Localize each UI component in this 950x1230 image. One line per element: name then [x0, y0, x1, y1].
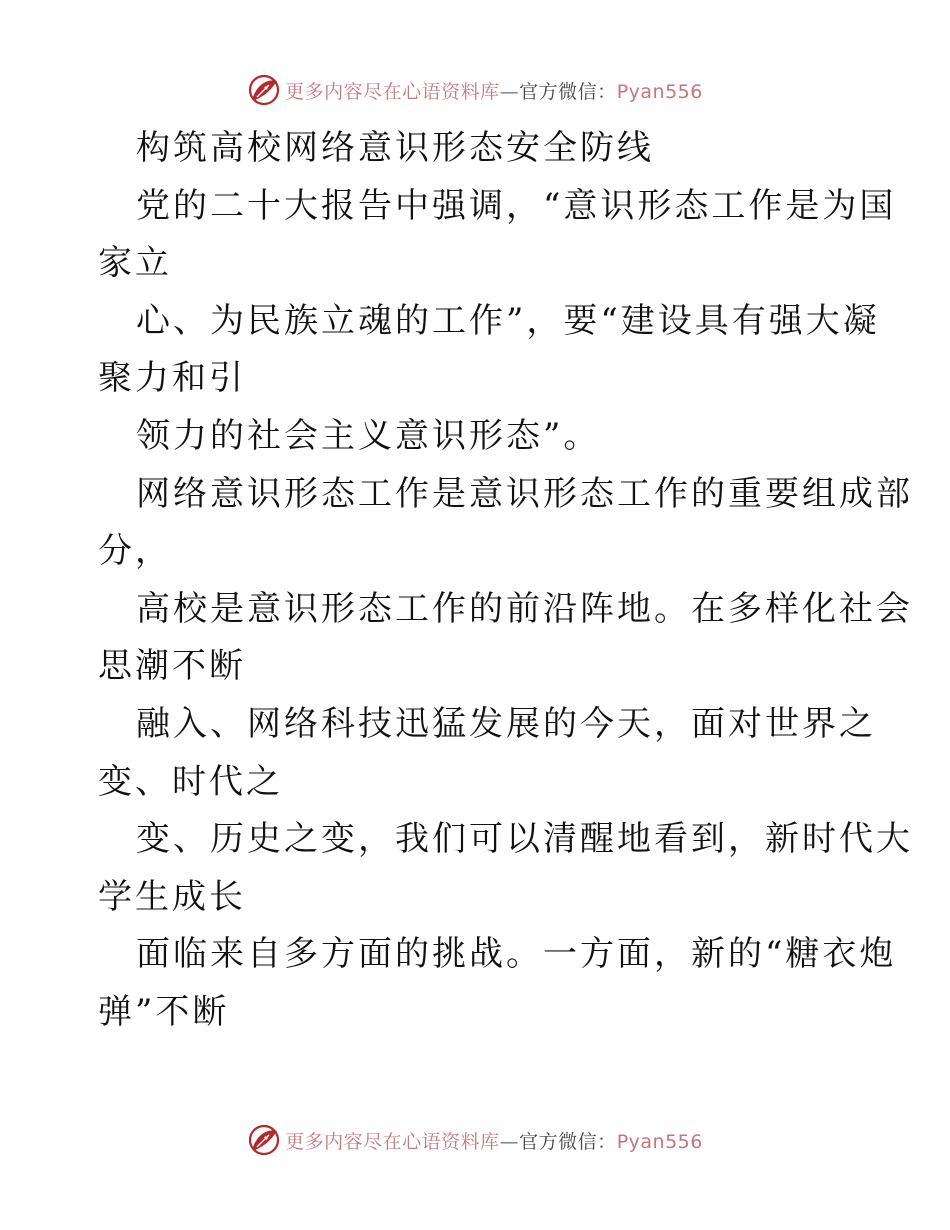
text-line: 高校是意识形态工作的前沿阵地。在多样化社会 — [136, 589, 913, 629]
banner-site-text: 更多内容尽在心语资料库 — [285, 1130, 500, 1153]
banner-wechat-id: Pyan556 — [616, 1130, 703, 1153]
pen-nib-logo-icon — [247, 1123, 281, 1157]
footer-banner — [0, 1120, 950, 1160]
banner-dash: — — [499, 1130, 520, 1153]
banner-site-text: 更多内容尽在心语资料库 — [285, 80, 500, 103]
text-line: 聚力和引 — [98, 358, 246, 398]
text-line: 心、为民族立魂的工作”，要“建设具有强大凝 — [136, 301, 880, 341]
banner-wechat-label: 官方微信： — [519, 1130, 617, 1153]
text-line: 面临来自多方面的挑战。一方面，新的“糖衣炮 — [136, 934, 897, 974]
text-line: 领力的社会主义意识形态”。 — [136, 416, 601, 456]
text-line: 家立 — [98, 243, 172, 283]
text-line: 弹”不断 — [98, 992, 230, 1032]
banner-dash: — — [499, 80, 520, 103]
text-line: 学生成长 — [98, 877, 246, 917]
text-line: 思潮不断 — [98, 646, 246, 686]
text-line: 变、时代之 — [98, 762, 283, 802]
text-line: 分， — [98, 531, 172, 571]
text-line: 党的二十大报告中强调，“意识形态工作是为国 — [136, 186, 897, 226]
banner-wechat-id: Pyan556 — [616, 80, 703, 103]
text-line: 变、历史之变，我们可以清醒地看到，新时代大 — [136, 819, 913, 859]
text-line: 网络意识形态工作是意识形态工作的重要组成部 — [136, 474, 913, 514]
banner-wechat-label: 官方微信： — [519, 80, 617, 103]
document-title: 构筑高校网络意识形态安全防线 — [136, 128, 654, 168]
banner-text — [285, 1127, 703, 1154]
text-line: 融入、网络科技迅猛发展的今天，面对世界之 — [136, 704, 876, 744]
